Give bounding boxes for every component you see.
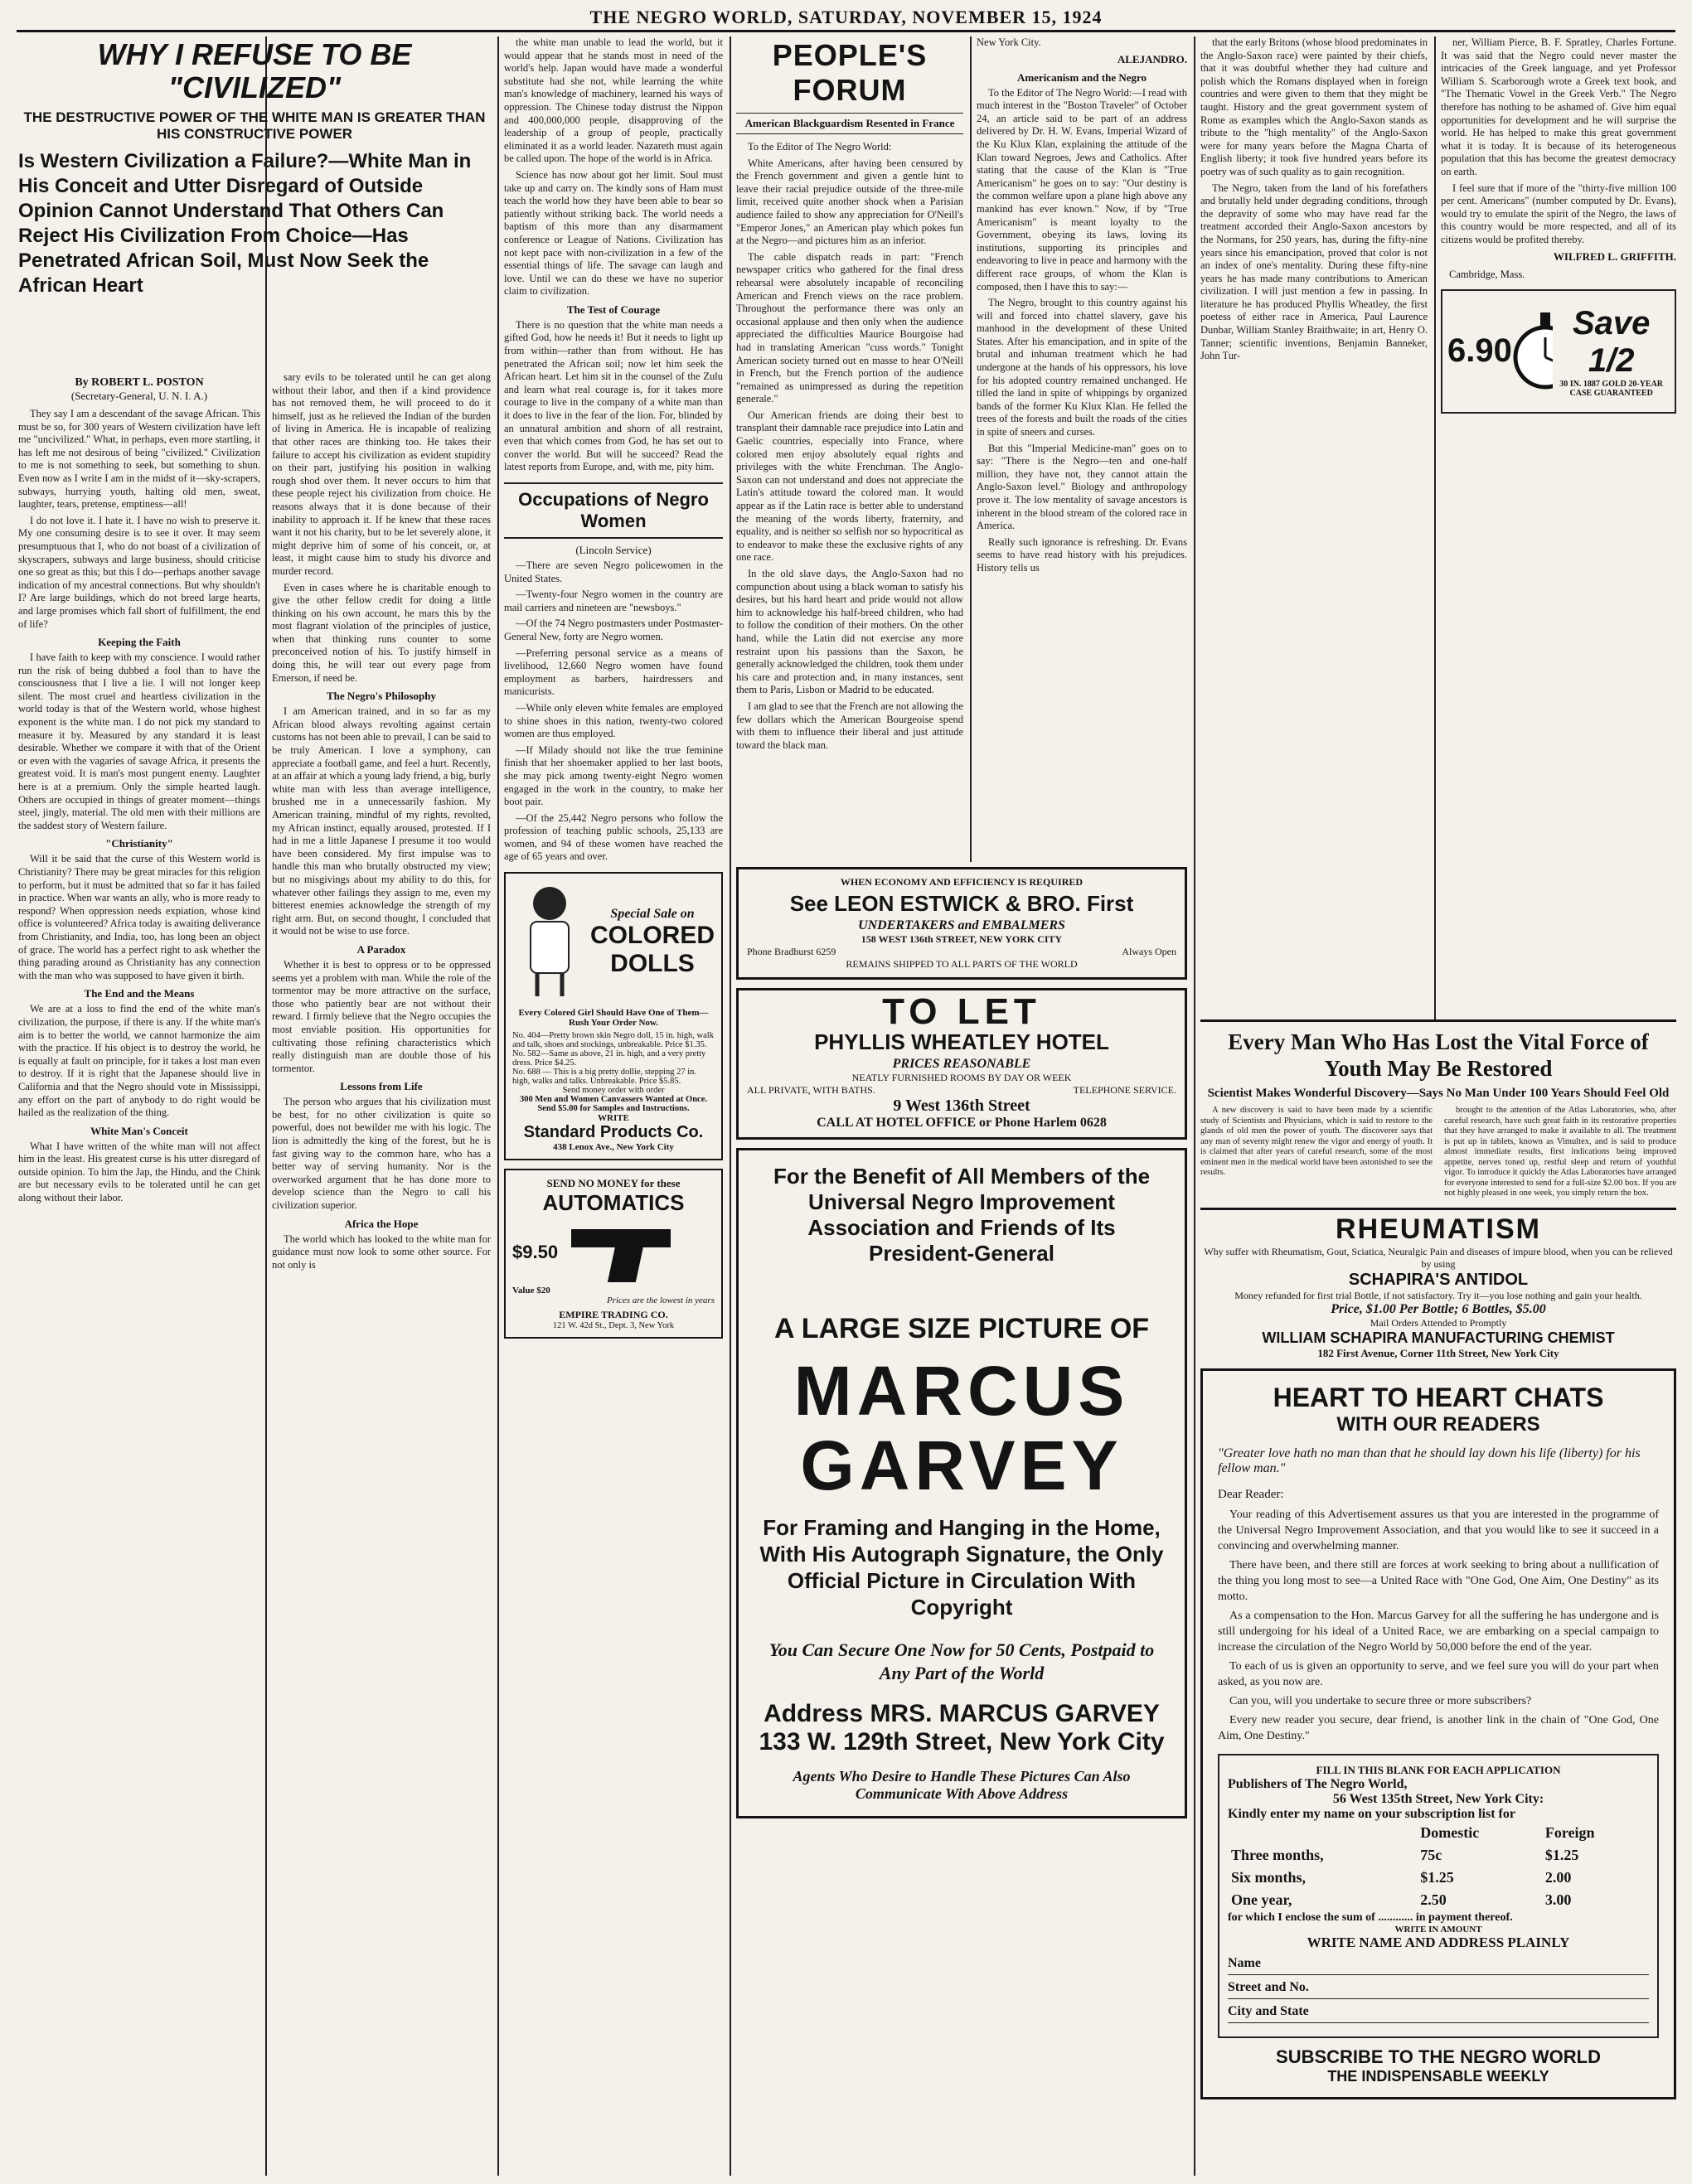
- garvey-large: A LARGE SIZE PICTURE OF: [773, 1313, 1150, 1344]
- weekly-banner: THE INDISPENSABLE WEEKLY: [1327, 2067, 1549, 2085]
- letter-signature: ALEJANDRO.: [1117, 52, 1187, 65]
- byline-title: (Secretary-General, U. N. I. A.): [70, 390, 208, 402]
- doll-illustration: [512, 880, 584, 1005]
- paragraph: Whether it is best to oppress or to be oppressed seems yet a problem with man. While the role of the tormentor may be more attractive on the surface, those who patiently bear are not without their reward. I firmly believe that the Negro occupies the most enviable position. His opportunities for cultivating those refining characteristics which really distinguish man are double those of his tormentor.: [272, 958, 491, 1074]
- estwick-sub: UNDERTAKERS and EMBALMERS: [858, 918, 1065, 932]
- paragraph: What I have written of the white man will not affect him in the least. His greatest curse is his utter disregard of outside opinion. To him the Jap, the Hindu, and the Chink are but necessary evils to be tolerated until he can get along without their labor.: [18, 1140, 260, 1204]
- paragraph: —While only eleven white females are employed to shine shoes in this nation, twenty-two colored women are thus employed.: [504, 701, 723, 740]
- form-kindly: Kindly enter my name on your subscription list for: [1228, 1806, 1515, 1821]
- forum-title: PEOPLE'S FORUM: [772, 38, 928, 107]
- rheum-company: WILLIAM SCHAPIRA MANUFACTURING CHEMIST: [1262, 1329, 1615, 1346]
- estwick-open: Always Open: [1122, 946, 1176, 957]
- garvey-address-2: 133 W. 129th Street, New York City: [759, 1728, 1165, 1755]
- rheum-headline: RHEUMATISM: [1336, 1213, 1541, 1245]
- garvey-intro: For the Benefit of All Members of the Universal Negro Improvement Association and Friends of Its President-General: [773, 1164, 1151, 1266]
- gun-address: 121 W. 42d St., Dept. 3, New York: [552, 1321, 675, 1331]
- section-subhead: Lessons from Life: [340, 1080, 423, 1093]
- form-address: 56 West 135th Street, New York City:: [1332, 1791, 1544, 1806]
- garvey-agents: Agents Who Desire to Handle These Pictures Can Also Communicate With Above Address: [793, 1768, 1131, 1802]
- rate-domestic: $1.25: [1420, 1868, 1454, 1886]
- paragraph: The Negro, taken from the land of his forefathers and brutally held under degrading conditions, through the depravity of some who may have read far the treatment accorded their Anglo-Saxon ancestors by the Normans, for 250 years, has, during the fifty-nine years since his emancipation, proved that color is not an index of one's mentality. During these fifty-nine years he has made many contributions to American civilization. I will just mention a few in passing. In literature he has produced Phyllis Wheatley, the first poetess of either race in America, Paul Laurence Dunbar, William Stanley Braithwaite; in art, Henry O. Tanner; scientific inventions, Benjamin Banneker, John Tur-: [1200, 182, 1428, 362]
- paragraph: To the Editor of The Negro World:—I read with much interest in the "Boston Traveler" of October 24, an article said to be part of an address delivered by Dr. H. W. Evans, Imperial Wizard of the Ku Klux Klan, explaining the attitude of the Klan toward Negroes, Jews and Catholics. After stating that the cause of the Klan is "True Americanism" he goes on to say: "Our destiny is the common welfare upon a plane high above any mankind has ever known." Now, if by "True Americanism" is meant loyalty to the Government, obeying its laws, loving its institutions, supporting its principles and endeavoring to live in peace and harmony with the different race groups, of whom the Klan is composed, then I have this to say:—: [977, 86, 1187, 293]
- rate-domestic: 2.50: [1420, 1891, 1447, 1908]
- paragraph: —Of the 25,442 Negro persons who follow the profession of teaching public schools, 25,133 are women, and 94 of these women have reached the age of 65 years and over.: [504, 811, 723, 863]
- hotel-private: ALL PRIVATE, WITH BATHS.: [747, 1084, 875, 1096]
- paragraph: —Preferring personal service as a means of livelihood, 12,660 Negro women have found employment as barbers, hairdressers and manicurists.: [504, 646, 723, 698]
- paragraph: As a compensation to the Hon. Marcus Garvey for all the suffering he has undergone and is still undergoing for his ideal of a United Race, we are embarking on a special campaign to increase the circulation of the Negro World by 50,000 before the end of the year.: [1218, 1609, 1659, 1654]
- column-3: [504, 36, 723, 2176]
- automatics-ad: [504, 1169, 723, 1339]
- gun-side-note: Prices are the lowest in years: [606, 1295, 715, 1306]
- dolls-ad: [504, 872, 723, 1160]
- column-7: [1441, 36, 1676, 617]
- garvey-address-1: Address MRS. MARCUS GARVEY: [764, 1700, 1160, 1727]
- rheum-price: Price, $1.00 Per Bottle; 6 Bottles, $5.00: [1331, 1301, 1546, 1316]
- column-rule: [497, 36, 499, 2176]
- subscription-form: [1218, 1754, 1659, 2038]
- rheum-refund: Money refunded for first trial Bottle, if not satisfactory. Try it—you lose nothing and gain your health.: [1234, 1289, 1642, 1301]
- paragraph: —Of the 74 Negro postmasters under Postmaster-General New, forty are Negro women.: [504, 617, 723, 642]
- column-6: [1200, 36, 1428, 865]
- paragraph: ner, William Pierce, B. F. Spratley, Charles Fortune. It was said that the Negro could never master the intricacies of the Greek language, and yet Professor William S. Scarborough wrote a Greek text book, and "The Thematic Vowel in the Greek Verb." The Negro therefore has nothing to be ashamed of. Give him equal opportunities for development and he will surprise the world. He has helped to make this great government what it is today. It is because of its heterogeneous population that this has become the greatest democracy on earth.: [1441, 36, 1676, 177]
- form-publishers: Publishers of The Negro World,: [1228, 1776, 1408, 1791]
- dolls-note: Send money order with order: [562, 1086, 665, 1096]
- section-subhead: Keeping the Faith: [98, 636, 181, 649]
- paragraph: The Negro, brought to this country against his will and forced into chattel slavery, gave his manhood in the development of these United States. After his emancipation, and in spite of the brutal and inhuman treatment which he had undergone at the hands of his oppressors, his love for his adopted country remained unchanged. He tilled the land in spite of whippings by organized bands of the former Ku Klux Klan. He felled the trees of the forests and built the roads of the cities in spite of sneers and curses.: [977, 297, 1187, 438]
- heart-to-heart-box: [1200, 1368, 1676, 2099]
- masthead: THE NEGRO WORLD, SATURDAY, NOVEMBER 15, 1924: [17, 5, 1675, 32]
- paragraph: In the old slave days, the Anglo-Saxon had no compunction about using a black woman to satisfy his desires, but his hard heart and pride would not allow him to acknowledge his half-breed children, who had to follow the condition of their mothers. On the other hand, while the Latin did not exercise any more restraint upon his passions than the Saxon, he generally acknowledged the children, took them under his care and protection and, in many instances, sent them to Paris, Lisbon or Madrid to be educated.: [736, 568, 963, 696]
- heart-subtitle: WITH OUR READERS: [1336, 1412, 1540, 1436]
- dolls-item: No. 688 — This is a big pretty dollie, stepping 27 in. high, walks and talks. Unbreakable. Price $5.85.: [512, 1068, 697, 1087]
- heart-title: HEART TO HEART CHATS: [1273, 1382, 1604, 1412]
- paragraph: I do not love it. I hate it. I have no wish to preserve it. My one consuming desire is to see it over. It may seem presumptuous that I, who do not boast of a civilization of skyscrapers, subways and large business, should criticise one so great as this; but this I do—perhaps another savage indication of my ancestral connections. But why shouldn't I? Are large buildings, which do not breed large hearts, and large promises which fall short of fulfillment, the end of life?: [18, 514, 260, 630]
- paragraph: The world which has looked to the white man for guidance must now look to some other source. For not only is: [272, 1232, 491, 1271]
- paragraph: sary evils to be tolerated until he can get along without their labor, and then if a kind providence has not removed them, he will proceed to do it himself, just as he relieved the Indian of the burden of living in America. He is incapable of realizing that other races are thinking too. He takes their failure to accept his civilization as evident stupidity on their part, justifying his position in walking rough shod over them. It never occurs to him that these people reject his civilization from choice. He reasons always that it is done because of their inability to approach it. If he knew that these races want it not his charity, but to be let severely alone, it might deprive him of some of his conceit, or, at least, it might cause him to study his divorce and murder record.: [272, 371, 491, 577]
- paragraph: We are at a loss to find the end of the white man's civilization, the purpose, if there is any. If the white man's aim is to better the world, we cannot harmonize the aim with the practice. If his object is to destroy the world, he is equally at fault on principle, for it takes a lost man even to destroy. If it is right that the Japanese should live in California and that the Negro should vote in Mississippi, any effort on the part of anybody to do right would be hailed as the realization of the thing.: [18, 1003, 260, 1119]
- column-rule: [730, 36, 731, 2176]
- paragraph: The person who argues that his civilization must be best, for no other civilization is quite so powerful, does not bewilder me with his logic. The lion is admittedly the king of the forest, but he is fast giving way to the common hare, who has a better way of serving humanity. Nor is the overworked argument that he has done more to develop science than the Negro to call his civilization superior.: [272, 1096, 491, 1212]
- garvey-name-2: GARVEY: [800, 1426, 1123, 1504]
- paragraph: —If Milady should not like the true feminine finish that her shoemaker applied to her last boots, she may pick among twenty-eight Negro women engaged in the work in the country, to make her boot pair.: [504, 743, 723, 808]
- estwick-shipped: REMAINS SHIPPED TO ALL PARTS OF THE WORLD: [846, 958, 1078, 970]
- paragraph: Can you, will you undertake to secure three or more subscribers?: [1229, 1694, 1532, 1707]
- forum-subtitle: American Blackguardism Resented in France: [736, 113, 963, 134]
- estwick-name: See LEON ESTWICK & BRO. First: [789, 891, 1134, 916]
- dolls-item: No. 582—Same as above, 21 in. high, and a very pretty dress. Price $4.25.: [512, 1049, 706, 1068]
- right-lower-region: [1200, 1019, 1676, 2176]
- article-headline: WHY I REFUSE TO BE "CIVILIZED": [97, 37, 412, 104]
- heart-salutation: Dear Reader:: [1218, 1487, 1284, 1501]
- paragraph: the white man unable to lead the world, but it would appear that he stands most in need of the world's help. Japan would have made a wonderful substitute had she not, while learning the white man's knowledge of machinery, learned his ways of oppression. The Chinese today distrust the Nippon and 400,000,000 people, disapproving of the leadership of a group of people, practically eliminated it as a world leader. Nazareth must again be called upon. The hope of the world is in Africa.: [504, 36, 723, 165]
- subscribe-banner: SUBSCRIBE TO THE NEGRO WORLD: [1276, 2046, 1601, 2067]
- paragraph: —There are seven Negro policewomen in the United States.: [504, 559, 723, 584]
- section-subhead: White Man's Conceit: [90, 1124, 188, 1137]
- hotel-tel: TELEPHONE SERVICE.: [1073, 1084, 1176, 1096]
- form-plainly: WRITE NAME AND ADDRESS PLAINLY: [1307, 1934, 1570, 1950]
- column-1: [18, 371, 260, 2176]
- paragraph: Science has now about got her limit. Soul must take up and carry on. The kindly sons of Ham must teach the world how they have been able to bear so patiently without striking back. The world needs a baptism of this more than any disarmament conference or League of Nations. Civilization has not kept pace with non-civilization in a few of the essential things of life. The savage can laugh and love. Until we can do these we have no superior claim to civilization.: [504, 168, 723, 298]
- garvey-desc: For Framing and Hanging in the Home, With His Autograph Signature, the Only Official Picture in Circulation With Copyright: [759, 1515, 1164, 1620]
- byline: By ROBERT L. POSTON: [75, 376, 204, 389]
- column-5: [977, 36, 1187, 865]
- letter-signature: WILFRED L. GRIFFITH.: [1553, 249, 1676, 263]
- paragraph: I feel sure that if more of the "thirty-five million 100 per cent. Americans" (number computed by Dr. Evans), would try to emulate the spirit of the Negro, the laws of this country would be more respected, and all of its citizens would be profited thereby.: [1441, 182, 1676, 245]
- table-row[interactable]: [1228, 1867, 1649, 1889]
- gun-price: $9.50: [512, 1242, 559, 1263]
- estwick-ad: [736, 867, 1187, 980]
- rate-domestic: 75c: [1420, 1846, 1442, 1863]
- vital-subhead: Scientist Makes Wonderful Discovery—Says No Man Under 100 Years Should Feel Old: [1207, 1087, 1670, 1100]
- vital-headline: Every Man Who Has Lost the Vital Force of Youth May Be Restored: [1228, 1029, 1649, 1081]
- section-subhead: The Negro's Philosophy: [327, 690, 436, 703]
- rate-label: One year,: [1231, 1891, 1292, 1908]
- paragraph: brought to the attention of the Atlas Laboratories, who, after careful research, have such great faith in its restorative properties that they have arranged to make it available to all. The treatment is put up in tablets, known as Vimultex, and is said to produce almost immediate results, first indications being improved appetite, nerves toned up, restful sleep and return of youthful vigor. To introduce it quickly the Atlas Laboratories have arranged for everyone interested to send for a full-size $2.00 box. If you are not highly pleased in one week, you simply return the box.: [1444, 1106, 1676, 1198]
- garvey-offer: You Can Secure One Now for 50 Cents, Postpaid to Any Part of the World: [768, 1639, 1155, 1683]
- rate-label: Three months,: [1231, 1846, 1324, 1863]
- paragraph: I have faith to keep with my conscience. I would rather run the risk of being dubbed a fool than to have the consciousness that I live a lie. I will not longer keep silent. The most cruel and heartless civilization in the world today is that of the Western world, whose highest exponent is the white man. I do not pick my standard to measure it by. Measured by any standard it is least desirable. Whether we compare it with that of the Orient or even with the vagaries of savage Africa, it presents the greatest void. It is man's most pungent enemy. Laughter here is at a premium. Only the simple hearted laugh. Others are occupied in things of greater moment—things steel, jingly, material. The old men with their millions are the saddest story of Western failure.: [18, 651, 260, 831]
- save-headline: Save 1/2: [1572, 304, 1651, 379]
- city-field[interactable]: City and State: [1228, 2004, 1649, 2023]
- hotel-name: PHYLLIS WHEATLEY HOTEL: [814, 1029, 1109, 1054]
- paragraph: They say I am a descendant of the savage African. This must be so, for 300 years of Western civilization have left me "uncivilized." What, in perhaps, even more startling, it has left me not desirous of being "civilized." Civilization to me is not something to seek, but something to shun. Even now as I write I am in the midst of it—sky-scrapers, subways, hurrying youth, halting old men, sweat, laughter, tears, pretense, emptiness—all!: [18, 408, 260, 511]
- table-row[interactable]: [1228, 1889, 1649, 1911]
- paragraph: that the early Britons (whose blood predominates in the Anglo-Saxon race) were painted by their chiefs, that it was doubtful whether they had culture and polish which the Romans displayed when in foreign countries and were given to them that they might be taught. History and the great government system of Rome as examples which the Anglo-Saxon stands as tribute to the "high mentality" of the Anglo-Saxon were for many years before the Magna Charta of English liberty; it took five hundred years before its poetry was of such quality as to gain recognition.: [1200, 36, 1428, 177]
- dolls-item: No. 404—Pretty brown skin Negro doll, 15 in. high, walk and talk, shoes and stockings, unbreakable. Price $1.35.: [512, 1031, 714, 1050]
- hotel-address: 9 West 136th Street: [893, 1097, 1030, 1115]
- hotel-prices: PRICES REASONABLE: [892, 1057, 1031, 1071]
- form-enclose: for which I enclose the sum of ............ in payment thereof.: [1228, 1910, 1513, 1924]
- paragraph: Will it be said that the curse of this Western world is Christianity? There may be great miracles for this religion to perform, but it must be admitted that so far it has failed in practice. When war wants an ally, who is more ready to respond? When oppression needs expiation, whose kind office is volunteered? Africa today is awaiting deliverance from Christianity, and India, too, has long been an object of grace. The world has a perfect right to ask whether the thing parading around as Christianity has any connection with the man who was supposed to have given it birth.: [18, 853, 260, 981]
- rate-foreign: $1.25: [1544, 1846, 1579, 1863]
- paragraph: I am American trained, and in so far as my African blood always revolting against certain customs has not been able to prevail, I can be said to be truly American. I love a symphony, can appreciate a football game, and feel a hurt. Recently, at an affair at which a young lady friend, a big, burly white man with less than average intelligence, brushed me in a unnecessarily fashion. My American training, mindful of my rights, revolted, my African instinct, equally aroused, protested. If I had in me a little Japanese I presume it too would have been considered. My first impulse was to handle this man who brutally obstructed my view; but no misgivings about my ability to do this, for whatever other failings they assign to me, even my bitterest enemies acknowledge the strength of my right arm. But, on second thought, I concluded that it would not be wise to use force.: [272, 705, 491, 937]
- hotel-title: TO LET: [882, 991, 1041, 1032]
- paragraph: There is no question that the white man needs a gifted God, how he needs it! But it needs to light up from within—rather than from without. He has penetrated the African soil; now let him seek the African heart. Let him sit in the counsel of the Zulu and learn what real courage is, for it takes more courage to live in the company of a white man than it does to live in the fear of the lion. For, blinded by an unnatural ambition and shorn of all restraint, even that which comes from God, he has set out to conver the world. But will he succeed? Read the latest reports from Europe, and, with me, pity him.: [504, 318, 723, 473]
- save-sub: 30 IN. 1887 GOLD 20-YEAR CASE GUARANTEED: [1559, 379, 1664, 398]
- section-subhead: "Christianity": [105, 837, 173, 850]
- paragraph: I am glad to see that the French are not allowing the few dollars which the American Bourgeoise spend with them to influence their liberal and just attitude toward the black man.: [736, 700, 963, 751]
- letter-title: Americanism and the Negro: [1016, 70, 1147, 84]
- pistol-icon: [563, 1219, 679, 1286]
- paragraph: Even in cases where he is charitable enough to give the other fellow credit for doing a little thinking on his own account, he mars this by the most flagrant violation of the principles of justice, when that thinking runs counter to some preconceived notion of his. To justify himself in doing this, he will tear out every page from Emerson, if need be.: [272, 581, 491, 684]
- paragraph: But this "Imperial Medicine-man" goes on to say: "There is the Negro—ten and one-half million, they have not, they cannot attain the Anglo-Saxon level." Biology and anthropology prove it. The low mentality of savage ancestors is inherent in the blood stream of the colored race in America.: [977, 442, 1187, 532]
- gun-company: EMPIRE TRADING CO.: [559, 1309, 668, 1321]
- hotel-call: CALL AT HOTEL OFFICE or Phone Harlem 0628: [817, 1116, 1107, 1130]
- paragraph: To each of us is given an opportunity to serve, and we feel sure you will do your part when asked, as you now are.: [1218, 1659, 1659, 1688]
- rheum-address: 182 First Avenue, Corner 11th Street, New York City: [1317, 1346, 1559, 1359]
- gun-title-2: AUTOMATICS: [542, 1190, 685, 1216]
- paragraph: To the Editor of The Negro World:: [748, 141, 892, 153]
- dolls-label: Special Sale on: [610, 907, 695, 922]
- letter-place: Cambridge, Mass.: [1449, 268, 1525, 280]
- watch-ad: [1441, 289, 1676, 414]
- heart-quote: "Greater love hath no man than that he should lay down his life (liberty) for his fellow man.": [1218, 1446, 1641, 1475]
- rates-table: [1228, 1822, 1649, 1911]
- col-header-foreign: Foreign: [1544, 1823, 1595, 1841]
- article-banner: [18, 36, 491, 368]
- hotel-rooms: NEATLY FURNISHED ROOMS BY DAY OR WEEK: [851, 1072, 1072, 1083]
- section-subhead: The End and the Means: [84, 987, 195, 1000]
- dolls-write: WRITE: [598, 1113, 629, 1124]
- garvey-picture-ad: [736, 1148, 1187, 1818]
- section-subhead: A Paradox: [356, 942, 406, 956]
- pocket-watch-icon: [1512, 306, 1553, 397]
- rheum-product: SCHAPIRA'S ANTIDOL: [1348, 1270, 1529, 1289]
- center-ads: [736, 862, 1187, 2176]
- paragraph: The cable dispatch reads in part: "French newspaper critics who gathered for the final dress rehearsal were absolutely incapable of reconciling American and French views on the race problem. Throughout the performance there was only an occasional applause and then only when the audience appreciated the difficulties Maurice Bourgoise had had in translating American "cuss words." Tonight American society turned out en masse to hear O'Neill in French, but the French portion of the audience "remained as unimpressed as during the repetition generale.": [736, 250, 963, 405]
- occupations-title: Occupations of Negro Women: [504, 482, 723, 539]
- dolls-agents: 300 Men and Women Canvassers Wanted at Once. Send $5.00 for Samples and Instructions.: [520, 1095, 707, 1114]
- paragraph: Our American friends are doing their best to transplant their damnable race prejudice into Latin and Gaelic countries, especially into France, where colored men enjoy absolutely equal rights and privileges with the white Frenchman. The Anglo-Saxon can not understand and does not appreciate the Latin's attitude toward the colored man. It would appear as if the Latin race is better able to understand the meaning of the words liberty, fraternity, and equality, and is neither so selfish nor so hypocritical as to endeavor to make these the exclusive rights of any one race.: [736, 409, 963, 564]
- article-subhead: THE DESTRUCTIVE POWER OF THE WHITE MAN IS GREATER THAN HIS CONSTRUCTIVE POWER: [23, 109, 486, 142]
- watch-price: 6.90: [1447, 332, 1512, 369]
- name-field[interactable]: Name: [1228, 1956, 1649, 1975]
- column-2: [272, 371, 491, 2176]
- section-subhead: The Test of Courage: [566, 303, 661, 316]
- paragraph: —Twenty-four Negro women in the country are mail carriers and nineteen are "newsboys.": [504, 588, 723, 613]
- form-header: FILL IN THIS BLANK FOR EACH APPLICATION: [1316, 1763, 1561, 1776]
- paragraph: A new discovery is said to have been made by a scientific study of Scientists and Physicians, which is said to restore to the glands of old men the power of youth. The discoverer says that any man of seventy might renew the vigor and energy of youth. It is claimed that after years of careful research, some of the most eminent men in the medical world have been astonished to see the results.: [1200, 1106, 1433, 1177]
- garvey-name-1: MARCUS: [793, 1352, 1130, 1430]
- paragraph: New York City.: [977, 36, 1041, 48]
- estwick-phone: Phone Bradhurst 6259: [747, 946, 836, 957]
- dolls-title-2: DOLLS: [610, 950, 695, 978]
- dolls-title-1: COLORED: [590, 922, 715, 950]
- paragraph: Your reading of this Advertisement assures us that you are interested in the programme of the Universal Negro Improvement Association, and that you would like to see it succeed in a convincing and overwhelming manner.: [1218, 1508, 1659, 1552]
- gun-value: Value $20: [512, 1286, 550, 1296]
- col-header-domestic: Domestic: [1420, 1823, 1480, 1841]
- estwick-address: 158 WEST 136th STREET, NEW YORK CITY: [861, 933, 1063, 945]
- rate-label: Six months,: [1231, 1868, 1307, 1886]
- occupations-source: (Lincoln Service): [575, 544, 652, 556]
- article-deck: Is Western Civilization a Failure?—White Man in His Conceit and Utter Disregard of Outside Opinion Cannot Understand That Others Can Reject His Civilization From Choice—Has Penetrated African Soil, Must Now Seek the African Heart: [18, 150, 472, 297]
- paragraph: White Americans, after having been censured by the French government and given a gentle hint to leave their racial prejudice outside of the three-mile limit, received quite another shock when a Parisian audience failed to show any appreciation for O'Neill's "Emperor Jones," an American play which pokes fun at the Negro—and pictures him as an inferior.: [736, 157, 963, 247]
- rate-foreign: 2.00: [1544, 1868, 1572, 1886]
- column-rule: [1194, 36, 1195, 2176]
- dolls-company: Standard Products Co.: [523, 1123, 704, 1142]
- paragraph: Every new reader you secure, dear friend, is another link in the chain of "One God, One Aim, One Destiny.": [1218, 1713, 1659, 1742]
- gun-title-1: SEND NO MONEY for these: [546, 1177, 681, 1190]
- rheum-mail: Mail Orders Attended to Promptly: [1370, 1316, 1507, 1329]
- street-field[interactable]: Street and No.: [1228, 1980, 1649, 1999]
- paragraph: Really such ignorance is refreshing. Dr. Evans seems to have read history with his prejudices. History tells us: [977, 535, 1187, 574]
- form-write-amount: WRITE IN AMOUNT: [1394, 1924, 1482, 1935]
- section-subhead: Africa the Hope: [344, 1217, 419, 1230]
- table-row[interactable]: [1228, 1844, 1649, 1867]
- dolls-address: 438 Lenox Ave., New York City: [553, 1142, 674, 1153]
- rheum-lead: Why suffer with Rheumatism, Gout, Sciatica, Neuralgic Pain and diseases of impure blood, when you can be relieved by using: [1204, 1245, 1673, 1270]
- rheumatism-ad: [1200, 1208, 1676, 1360]
- paragraph: There have been, and there still are forces at work seeking to bring about a nullification of the thing you long most to see—a United Race with "One God, One Aim, One Destiny" as its motto.: [1218, 1558, 1659, 1603]
- rate-foreign: 3.00: [1544, 1891, 1572, 1908]
- dolls-tagline: Every Colored Girl Should Have One of Them—Rush Your Order Now.: [518, 1008, 709, 1029]
- hotel-ad: [736, 988, 1187, 1140]
- estwick-top: WHEN ECONOMY AND EFFICIENCY IS REQUIRED: [840, 876, 1084, 888]
